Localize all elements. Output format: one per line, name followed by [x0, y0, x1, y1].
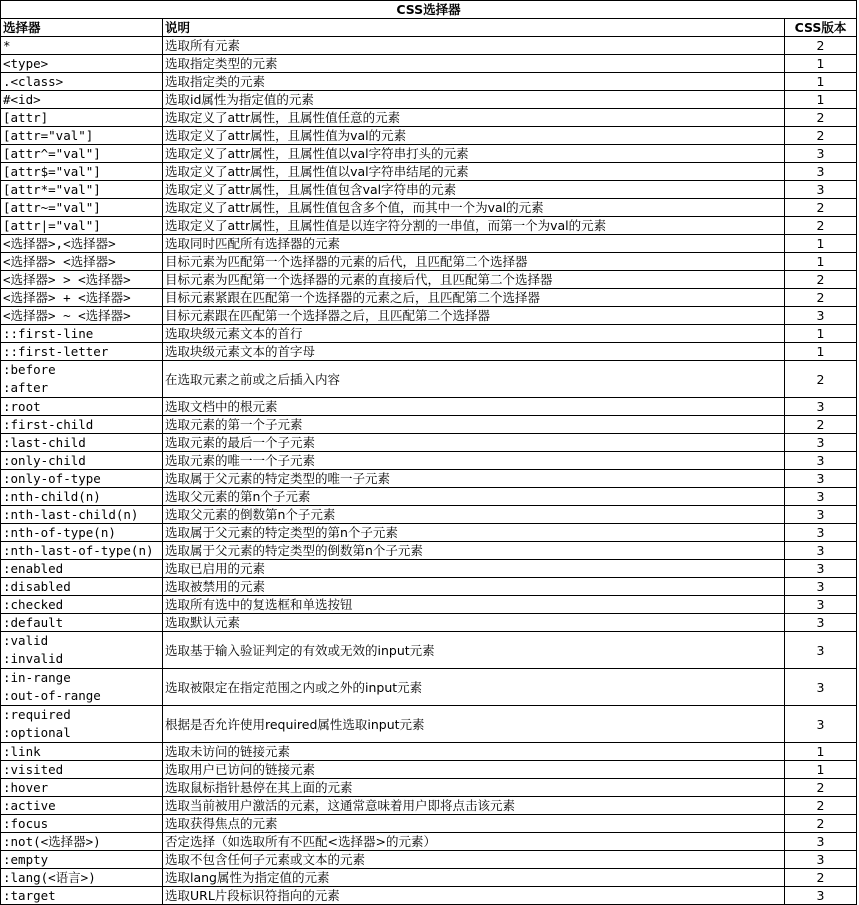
selector-text: :required [3, 707, 71, 722]
selector-cell [1, 235, 163, 253]
table-row [1, 343, 857, 361]
description-cell: 选取当前被用户激活的元素，这通常意味着用户即将点击该元素 [163, 797, 785, 815]
title-row [1, 1, 857, 19]
selector-text: :only-of-type [3, 471, 101, 486]
version-cell: 3 [785, 578, 857, 596]
selector-text: :first-child [3, 417, 94, 432]
version-cell: 3 [785, 706, 857, 743]
table-row [1, 37, 857, 55]
description-cell: 选取定义了attr属性，且属性值包含val字符串的元素 [163, 181, 785, 199]
description-cell: 选取未访问的链接元素 [163, 743, 785, 761]
table-row [1, 325, 857, 343]
selector-text: :root [3, 399, 41, 414]
description-cell: 选取属于父元素的特定类型的第n个子元素 [163, 524, 785, 542]
table-row [1, 91, 857, 109]
selector-text: :only-child [3, 453, 86, 468]
description-cell: 选取定义了attr属性，且属性值为val的元素 [163, 127, 785, 145]
version-cell: 1 [785, 325, 857, 343]
description-cell: 选取定义了attr属性，且属性值以val字符串结尾的元素 [163, 163, 785, 181]
table-row [1, 253, 857, 271]
selector-cell [1, 109, 163, 127]
selector-text: <选择器> > <选择器> [3, 272, 131, 287]
description-cell: 选取已启用的元素 [163, 560, 785, 578]
selector-cell [1, 217, 163, 235]
selector-cell [1, 743, 163, 761]
description-cell: 目标元素为匹配第一个选择器的元素的直接后代，且匹配第二个选择器 [163, 271, 785, 289]
version-cell: 1 [785, 343, 857, 361]
version-cell: 3 [785, 560, 857, 578]
description-cell: 选取元素的第一个子元素 [163, 416, 785, 434]
selector-cell [1, 596, 163, 614]
description-cell: 在选取元素之前或之后插入内容 [163, 361, 785, 398]
selector-cell [1, 506, 163, 524]
version-cell: 1 [785, 73, 857, 91]
selector-text: :optional [3, 725, 71, 740]
selector-text: <选择器> ~ <选择器> [3, 308, 131, 323]
selector-cell [1, 779, 163, 797]
version-cell: 3 [785, 632, 857, 669]
version-cell: 2 [785, 869, 857, 887]
version-cell: 3 [785, 833, 857, 851]
version-cell: 3 [785, 669, 857, 706]
selector-cell [1, 37, 163, 55]
table-row [1, 851, 857, 869]
version-cell: 1 [785, 253, 857, 271]
table-row [1, 73, 857, 91]
selector-cell [1, 470, 163, 488]
description-cell: 选取定义了attr属性，且属性值是以连字符分割的一串值，而第一个为val的元素 [163, 217, 785, 235]
selector-text: :empty [3, 852, 49, 867]
table-row [1, 199, 857, 217]
description-cell: 选取默认元素 [163, 614, 785, 632]
table-row [1, 289, 857, 307]
selector-text: [attr|="val"] [3, 218, 101, 233]
selector-cell [1, 488, 163, 506]
description-cell: 选取块级元素文本的首行 [163, 325, 785, 343]
selector-text: [attr$="val"] [3, 164, 101, 179]
version-cell: 1 [785, 55, 857, 73]
table-row [1, 235, 857, 253]
description-cell: 选取父元素的倒数第n个子元素 [163, 506, 785, 524]
selector-text: :nth-last-child(n) [3, 507, 139, 522]
selector-cell [1, 253, 163, 271]
version-cell: 2 [785, 37, 857, 55]
selector-cell [1, 560, 163, 578]
version-cell: 3 [785, 307, 857, 325]
description-cell: 选取定义了attr属性，且属性值任意的元素 [163, 109, 785, 127]
selector-cell [1, 452, 163, 470]
table-row [1, 452, 857, 470]
selector-text: .<class> [3, 74, 64, 89]
table-row [1, 163, 857, 181]
selector-cell [1, 815, 163, 833]
selector-text: :default [3, 615, 64, 630]
selector-text: #<id> [3, 92, 41, 107]
selector-text: [attr^="val"] [3, 146, 101, 161]
version-cell: 3 [785, 887, 857, 905]
table-row [1, 797, 857, 815]
selector-text: :hover [3, 780, 49, 795]
selector-text: :active [3, 798, 56, 813]
selector-text: :last-child [3, 435, 86, 450]
table-row [1, 833, 857, 851]
table-row [1, 869, 857, 887]
version-cell: 3 [785, 181, 857, 199]
table-row [1, 779, 857, 797]
description-cell: 选取指定类型的元素 [163, 55, 785, 73]
selector-text: [attr*="val"] [3, 182, 101, 197]
selector-cell [1, 632, 163, 669]
version-cell: 1 [785, 91, 857, 109]
selector-text: :focus [3, 816, 49, 831]
selector-cell [1, 361, 163, 398]
table-row [1, 815, 857, 833]
selector-text: [attr] [3, 110, 49, 125]
description-cell: 选取属于父元素的特定类型的倒数第n个子元素 [163, 542, 785, 560]
description-cell: 目标元素紧跟在匹配第一个选择器的元素之后，且匹配第二个选择器 [163, 289, 785, 307]
table-row [1, 524, 857, 542]
table-row [1, 470, 857, 488]
selector-cell [1, 55, 163, 73]
description-cell: 选取所有元素 [163, 37, 785, 55]
header-description: 说明 [163, 19, 785, 37]
description-cell: 选取定义了attr属性，且属性值包含多个值，而其中一个为val的元素 [163, 199, 785, 217]
version-cell: 3 [785, 596, 857, 614]
version-cell: 2 [785, 797, 857, 815]
table-row [1, 127, 857, 145]
selector-text: :invalid [3, 651, 64, 666]
table-row [1, 542, 857, 560]
version-cell: 3 [785, 506, 857, 524]
selector-text: * [3, 38, 11, 53]
selector-cell [1, 833, 163, 851]
description-cell: 选取获得焦点的元素 [163, 815, 785, 833]
table-row [1, 596, 857, 614]
selector-text: :out-of-range [3, 688, 101, 703]
selector-text: [attr="val"] [3, 128, 94, 143]
selector-text: <选择器> + <选择器> [3, 290, 131, 305]
selector-cell [1, 199, 163, 217]
description-cell: 选取id属性为指定值的元素 [163, 91, 785, 109]
version-cell: 3 [785, 434, 857, 452]
selector-cell [1, 289, 163, 307]
selector-cell [1, 578, 163, 596]
description-cell: 选取用户已访问的链接元素 [163, 761, 785, 779]
version-cell: 3 [785, 614, 857, 632]
table-row [1, 488, 857, 506]
version-cell: 2 [785, 127, 857, 145]
description-cell: 目标元素为匹配第一个选择器的元素的后代，且匹配第二个选择器 [163, 253, 785, 271]
table-row [1, 361, 857, 398]
selector-cell [1, 127, 163, 145]
selector-text: ::first-line [3, 326, 94, 341]
selector-text: :nth-last-of-type(n) [3, 543, 154, 558]
selector-cell [1, 325, 163, 343]
selector-text: <选择器> <选择器> [3, 254, 116, 269]
table-row [1, 706, 857, 743]
selector-cell [1, 416, 163, 434]
table-row [1, 578, 857, 596]
version-cell: 2 [785, 199, 857, 217]
table-row [1, 743, 857, 761]
selector-cell [1, 706, 163, 743]
selector-cell [1, 542, 163, 560]
table-row [1, 416, 857, 434]
selector-cell [1, 145, 163, 163]
selector-text: <选择器>,<选择器> [3, 236, 116, 251]
table-row [1, 761, 857, 779]
table-row [1, 55, 857, 73]
table-row [1, 560, 857, 578]
table-title: CSS选择器 [1, 1, 857, 19]
version-cell: 3 [785, 488, 857, 506]
version-cell: 2 [785, 289, 857, 307]
selector-text: :lang(<语言>) [3, 870, 96, 885]
selector-cell [1, 181, 163, 199]
version-cell: 3 [785, 542, 857, 560]
description-cell: 根据是否允许使用required属性选取input元素 [163, 706, 785, 743]
table-row [1, 181, 857, 199]
version-cell: 2 [785, 361, 857, 398]
header-version: CSS版本 [785, 19, 857, 37]
table-body [1, 37, 857, 905]
selector-text: :in-range [3, 670, 71, 685]
version-cell: 3 [785, 851, 857, 869]
selector-cell [1, 307, 163, 325]
version-cell: 1 [785, 761, 857, 779]
selector-text: :target [3, 888, 56, 903]
description-cell: 否定选择（如选取所有不匹配<选择器>的元素） [163, 833, 785, 851]
description-cell: 选取元素的唯一一个子元素 [163, 452, 785, 470]
version-cell: 3 [785, 470, 857, 488]
description-cell: 选取被禁用的元素 [163, 578, 785, 596]
table-row [1, 614, 857, 632]
description-cell: 选取父元素的第n个子元素 [163, 488, 785, 506]
selector-cell [1, 797, 163, 815]
version-cell: 3 [785, 145, 857, 163]
version-cell: 3 [785, 524, 857, 542]
selector-text: :visited [3, 762, 64, 777]
description-cell: 选取指定类的元素 [163, 73, 785, 91]
table-row [1, 398, 857, 416]
selector-cell [1, 398, 163, 416]
selector-text: :link [3, 744, 41, 759]
selector-text: ::first-letter [3, 344, 109, 359]
description-cell: 选取块级元素文本的首字母 [163, 343, 785, 361]
table-row [1, 669, 857, 706]
selector-cell [1, 869, 163, 887]
version-cell: 2 [785, 815, 857, 833]
description-cell: 选取元素的最后一个子元素 [163, 434, 785, 452]
version-cell: 2 [785, 271, 857, 289]
selector-text: :nth-child(n) [3, 489, 101, 504]
version-cell: 2 [785, 779, 857, 797]
table-row [1, 632, 857, 669]
description-cell: 选取lang属性为指定值的元素 [163, 869, 785, 887]
table-row [1, 109, 857, 127]
selector-cell [1, 343, 163, 361]
selector-cell [1, 524, 163, 542]
table-row [1, 217, 857, 235]
selector-text: :valid [3, 633, 49, 648]
version-cell: 3 [785, 163, 857, 181]
table-row [1, 271, 857, 289]
selector-text: <type> [3, 56, 49, 71]
version-cell: 3 [785, 398, 857, 416]
header-row [1, 19, 857, 37]
selector-cell [1, 434, 163, 452]
table-row [1, 307, 857, 325]
selector-text: [attr~="val"] [3, 200, 101, 215]
version-cell: 3 [785, 452, 857, 470]
description-cell: 选取基于输入验证判定的有效或无效的input元素 [163, 632, 785, 669]
description-cell: 目标元素跟在匹配第一个选择器之后，且匹配第二个选择器 [163, 307, 785, 325]
selector-text: :nth-of-type(n) [3, 525, 116, 540]
description-cell: 选取定义了attr属性，且属性值以val字符串打头的元素 [163, 145, 785, 163]
table-row [1, 506, 857, 524]
description-cell: 选取文档中的根元素 [163, 398, 785, 416]
selector-text: :not(<选择器>) [3, 834, 101, 849]
description-cell: 选取不包含任何子元素或文本的元素 [163, 851, 785, 869]
version-cell: 2 [785, 217, 857, 235]
version-cell: 2 [785, 416, 857, 434]
selector-cell [1, 614, 163, 632]
selector-cell [1, 887, 163, 905]
description-cell: 选取URL片段标识符指向的元素 [163, 887, 785, 905]
table-row [1, 145, 857, 163]
header-selector: 选择器 [1, 19, 163, 37]
selector-cell [1, 73, 163, 91]
selector-cell [1, 91, 163, 109]
selector-cell [1, 761, 163, 779]
selector-cell [1, 851, 163, 869]
selector-cell [1, 669, 163, 706]
description-cell: 选取所有选中的复选框和单选按钮 [163, 596, 785, 614]
selector-text: :checked [3, 597, 64, 612]
description-cell: 选取鼠标指针悬停在其上面的元素 [163, 779, 785, 797]
version-cell: 1 [785, 743, 857, 761]
description-cell: 选取被限定在指定范围之内或之外的input元素 [163, 669, 785, 706]
selector-text: :disabled [3, 579, 71, 594]
table-row [1, 887, 857, 905]
table-row [1, 434, 857, 452]
selector-text: :enabled [3, 561, 64, 576]
version-cell: 1 [785, 235, 857, 253]
selector-cell [1, 163, 163, 181]
description-cell: 选取同时匹配所有选择器的元素 [163, 235, 785, 253]
version-cell: 2 [785, 109, 857, 127]
description-cell: 选取属于父元素的特定类型的唯一子元素 [163, 470, 785, 488]
selector-text: :after [3, 380, 49, 395]
selector-cell [1, 271, 163, 289]
selector-text: :before [3, 362, 56, 377]
